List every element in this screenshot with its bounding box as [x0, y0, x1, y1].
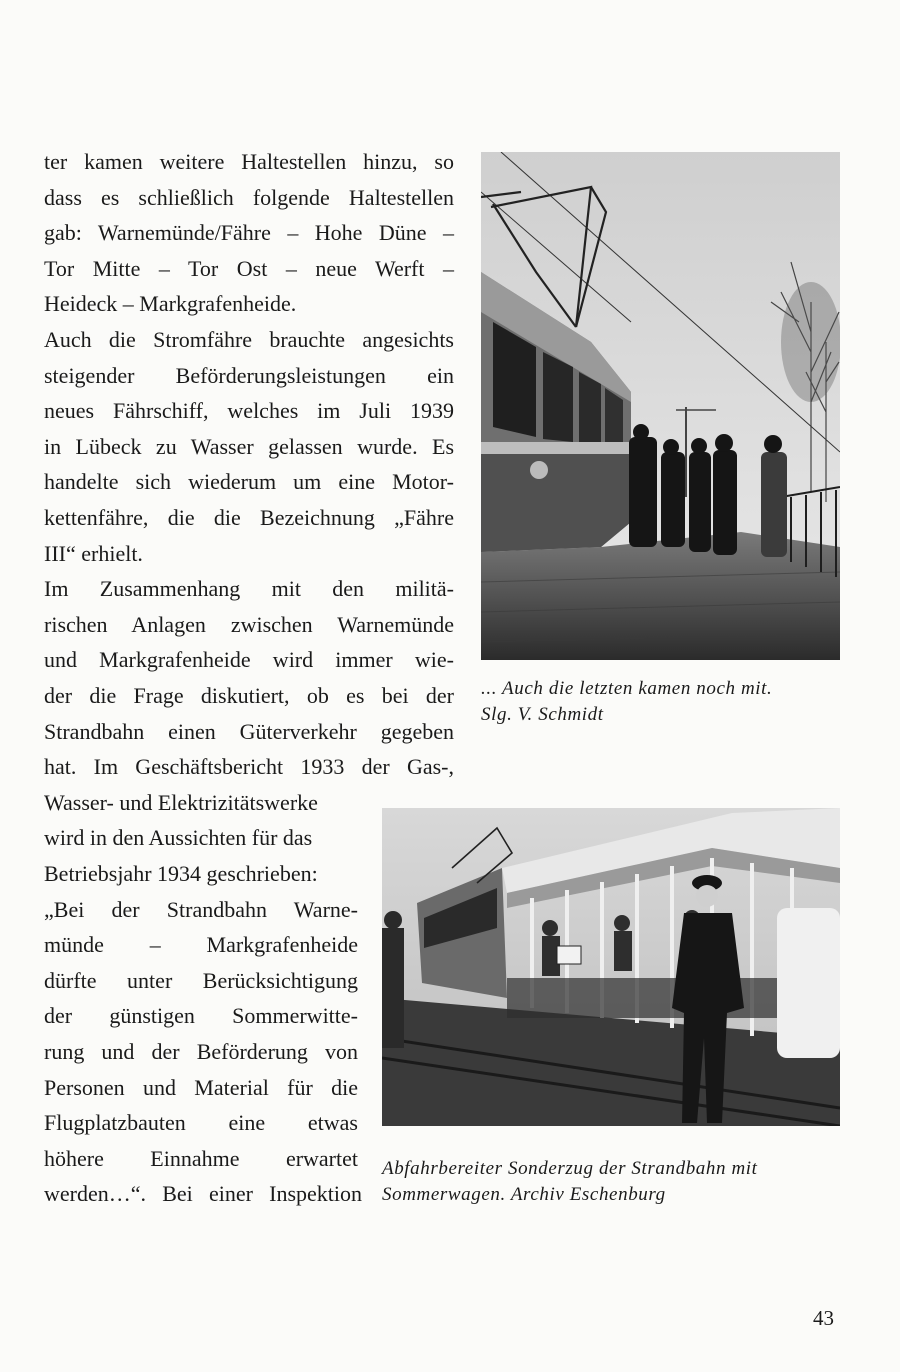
page-number: 43: [813, 1306, 834, 1330]
body-text-line: handelte sich wiederum um eine Motor-: [44, 469, 454, 495]
body-text-line: der günstigen Sommerwitte-: [44, 1003, 358, 1029]
body-text-line: rung und der Beförderung von: [44, 1039, 358, 1064]
body-text-line: ter kamen weitere Haltestellen hinzu, so: [44, 149, 454, 174]
body-text-line: münde – Markgrafenheide: [44, 932, 358, 958]
body-text-line: gab: Warnemünde/Fähre – Hohe Düne –: [44, 220, 454, 246]
body-text-line: Im Zusammenhang mit den militä-: [44, 576, 454, 602]
body-text-line: der die Frage diskutiert, ob es bei der: [44, 683, 454, 708]
body-text-line: hat. Im Geschäftsbericht 1933 der Gas-,: [44, 754, 454, 780]
body-text-line: Wasser- und Elektrizitätswerke: [44, 789, 318, 815]
body-text-line: in Lübeck zu Wasser gelassen wurde. Es: [44, 433, 454, 459]
body-text-line: dürfte unter Berücksichtigung: [44, 967, 358, 993]
body-text-line: wird in den Aussichten für das: [44, 825, 313, 851]
body-text-line: steigender Beförderungsleistungen ein: [44, 362, 454, 388]
body-text-line: Strandbahn einen Güterverkehr gegeben: [44, 718, 454, 744]
figure-1-caption-line-2: Slg. V. Schmidt: [481, 704, 604, 725]
photo-strandbahn-summer-car-image: [382, 808, 840, 1126]
body-text-line: Tor Mitte – Tor Ost – neue Werft –: [44, 255, 454, 281]
body-text-line: und Markgrafenheide wird immer wie-: [44, 647, 454, 673]
photo-tram-soldiers-image: [481, 152, 840, 660]
body-text-line: Heideck – Markgrafenheide.: [44, 291, 297, 317]
body-text-line: rischen Anlagen zwischen Warnemünde: [44, 611, 454, 637]
body-text-line: dass es schließlich folgende Haltestellen: [44, 184, 454, 210]
body-text-line: Betriebsjahr 1934 geschrieben:: [44, 861, 318, 886]
body-text-line: werden…“. Bei einer Inspektion: [44, 1181, 362, 1207]
body-text-line: neues Fährschiff, welches im Juli 1939: [44, 398, 454, 424]
photo-tram-soldiers: [481, 152, 840, 660]
photo-strandbahn-summer-car: [382, 808, 840, 1126]
body-text-line: III“ erhielt.: [44, 540, 143, 566]
figure-1-caption-line-1: ... Auch die letzten kamen noch mit.: [481, 678, 773, 699]
body-text-line: kettenfähre, die die Bezeichnung „Fähre: [44, 505, 454, 530]
body-text-line: Flugplatzbauten eine etwas: [44, 1110, 358, 1136]
body-text-line: „Bei der Strandbahn Warne-: [44, 896, 358, 922]
figure-2-caption-line-1: Abfahrbereiter Sonderzug der Strandbahn mit: [382, 1158, 758, 1179]
body-text-line: Personen und Material für die: [44, 1074, 358, 1100]
body-text-line: Auch die Stromfähre brauchte angesichts: [44, 327, 454, 352]
body-text-line: höhere Einnahme erwartet: [44, 1145, 358, 1171]
figure-2-caption-line-2: Sommerwagen. Archiv Eschenburg: [382, 1184, 666, 1205]
